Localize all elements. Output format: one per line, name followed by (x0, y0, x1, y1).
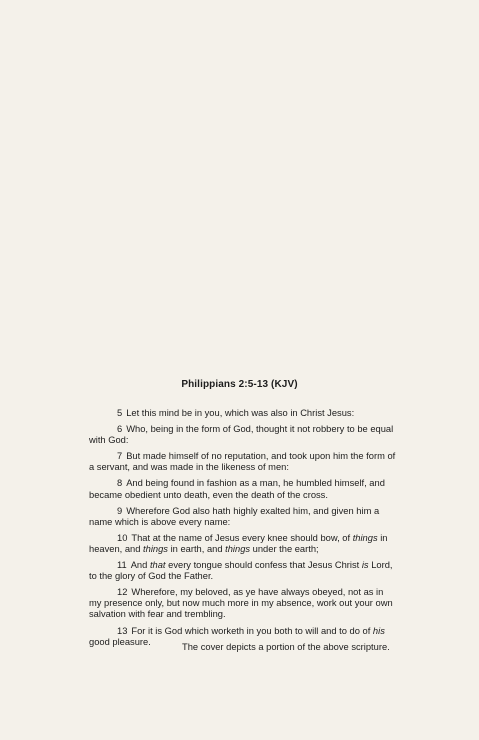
verse-text: That at the name of Jesus every knee should bow, of (131, 532, 353, 543)
verse-text: But made himself of no reputation, and took upon him the form of a servant, and was made in the likeness of men: (89, 451, 396, 473)
verse-text-italic: things (352, 532, 378, 543)
verse-text: Wherefore, my beloved, as ye have always obeyed, not as in my presence only, but now much more in my absence, work out your own salvation with fear and trembling. (89, 587, 393, 620)
verse-number: 7 (117, 451, 123, 462)
cover-note: The cover depicts a portion of the above scripture. (182, 642, 390, 652)
verse-text-italic: his (372, 625, 385, 636)
verse-text: For it is God which worketh in you both to will and to do of (131, 625, 373, 636)
verse-text: Let this mind be in you, which was also in Christ Jesus: (126, 408, 355, 418)
verse-text-italic: that (149, 560, 166, 571)
verse-12 (89, 587, 397, 620)
verse-text: under the earth; (250, 543, 319, 554)
verse-number: 6 (117, 424, 123, 435)
verse-text: Wherefore God also hath highly exalted him, and given him a name which is above every name: (89, 505, 380, 527)
verse-text-italic: things (225, 543, 251, 554)
verse-text: every tongue should confess that Jesus Christ (165, 560, 362, 571)
verse-text: And (130, 560, 150, 571)
verse-10 (89, 533, 397, 555)
verse-number: 9 (117, 505, 123, 516)
verse-text: in earth, and (167, 543, 226, 554)
verse-7 (89, 451, 397, 473)
verse-number: 11 (117, 560, 127, 571)
verse-number: 12 (117, 587, 128, 598)
verse-9 (89, 506, 397, 528)
verse-text-italic: things (143, 543, 168, 554)
verse-5 (89, 408, 397, 419)
verse-number: 8 (117, 478, 123, 489)
page-title: Philippians 2:5-13 (KJV) (181, 379, 298, 390)
verse-6 (89, 424, 397, 446)
verse-number: 13 (117, 625, 128, 636)
verse-text: Lord, to the glory of God the Father. (89, 560, 393, 582)
verse-number: 10 (117, 532, 128, 543)
verse-11 (89, 560, 397, 582)
verse-list (89, 408, 397, 653)
verse-number: 5 (117, 408, 123, 418)
verse-text: in heaven, and (89, 532, 388, 554)
verse-text: And being found in fashion as a man, he humbled himself, and became obedient unto death, even the death of the cross. (89, 478, 385, 500)
verse-text: good pleasure. (89, 636, 151, 647)
verse-8 (89, 478, 397, 500)
verse-text-italic: is (361, 560, 369, 571)
verse-text: Who, being in the form of God, thought it not robbery to be equal with God: (89, 424, 394, 446)
